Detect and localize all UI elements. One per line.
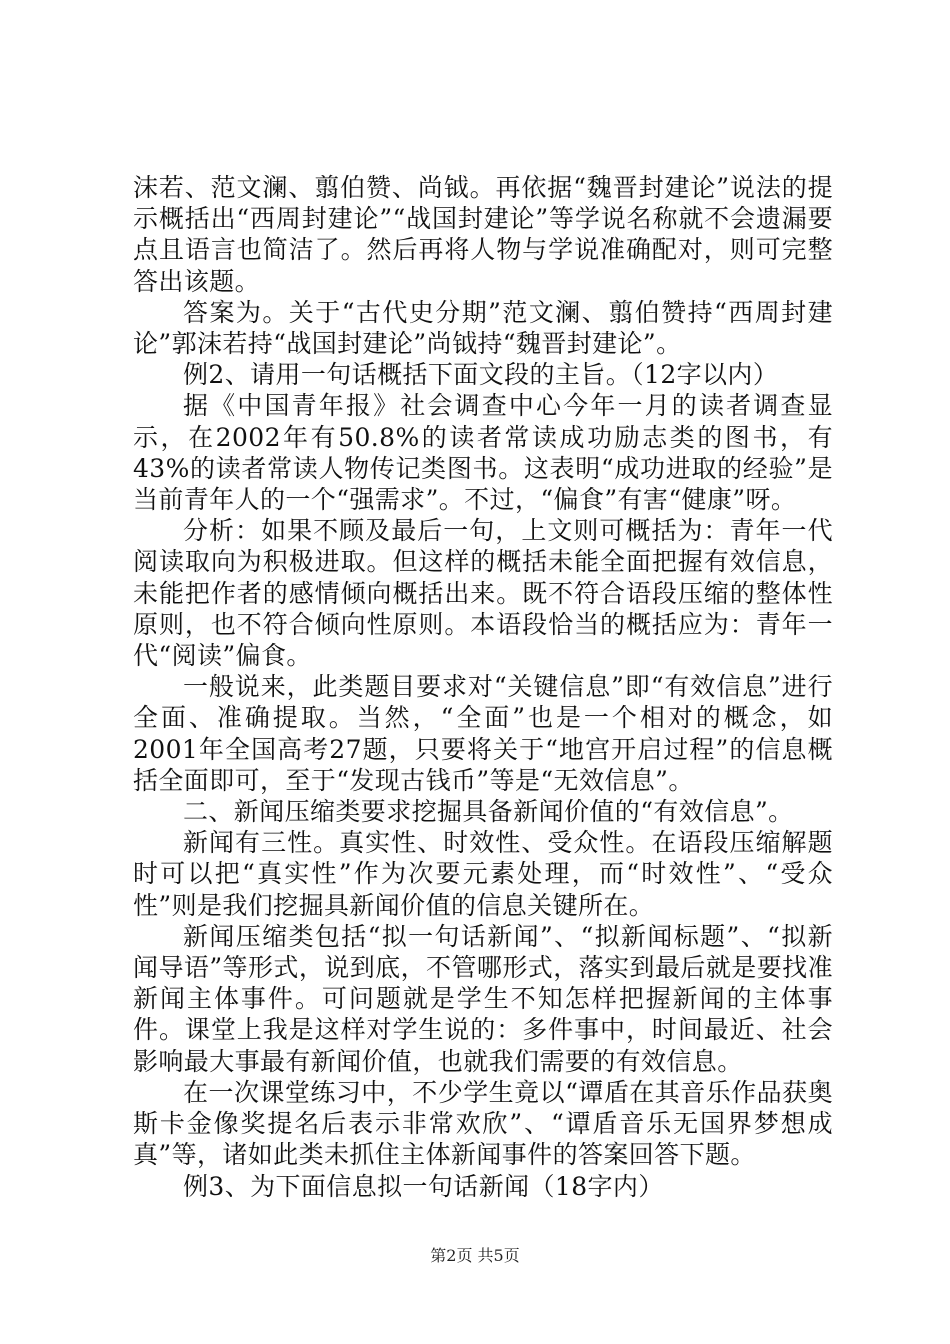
document-body bbox=[133, 172, 833, 1202]
paragraph: 例3、为下面信息拟一句话新闻（18字内） bbox=[183, 1171, 664, 1201]
page-number: 第2页 共5页 bbox=[430, 1246, 520, 1265]
paragraph: 新闻压缩类包括“拟一句话新闻”、“拟新闻标题”、“拟新闻导语”等形式，说到底，不管哪形式，落实到最后就是要找准新闻主体事件。可问题就是学生不知怎样把握新闻的主体事件。课堂上我是这样对学生说的：多件事中，时间最近、社会影响最大事最有新闻价值，也就我们需要的有效信息。 bbox=[133, 921, 833, 1076]
paragraph: 例2、请用一句话概括下面文段的主旨。（12字以内） bbox=[183, 360, 779, 390]
paragraph: 据《中国青年报》社会调查中心今年一月的读者调查显示，在2002年有50.8%的读者常读成功励志类的图书，有43%的读者常读人物传记类图书。这表明“成功进取的经验”是当前青年人的一个“强需求”。不过，“偏食”有害“健康”呀。 bbox=[133, 391, 833, 515]
paragraph: 分析：如果不顾及最后一句，上文则可概括为：青年一代阅读取向为积极进取。但这样的概括未能全面把握有效信息，未能把作者的感情倾向概括出来。既不符合语段压缩的整体性原则，也不符合倾向性原则。本语段恰当的概括应为：青年一代“阅读”偏食。 bbox=[133, 516, 833, 671]
page-footer bbox=[0, 1243, 950, 1266]
section-heading: 二、新闻压缩类要求挖掘具备新闻价值的“有效信息”。 bbox=[183, 797, 794, 827]
paragraph: 在一次课堂练习中，不少学生竟以“谭盾在其音乐作品获奥斯卡金像奖提名后表示非常欢欣”、“谭盾音乐无国界梦想成真”等，诸如此类未抓住主体新闻事件的答案回答下题。 bbox=[133, 1077, 833, 1170]
paragraph: 一般说来，此类题目要求对“关键信息”即“有效信息”进行全面、准确提取。当然，“全面”也是一个相对的概念，如2001年全国高考27题，只要将关于“地宫开启过程”的信息概括全面即可，至于“发现古钱币”等是“无效信息”。 bbox=[133, 672, 833, 795]
paragraph: 答案为。关于“古代史分期”范文澜、翦伯赞持“西周封建论”郭沫若持“战国封建论”尚钺持“魏晋封建论”。 bbox=[133, 297, 833, 359]
paragraph: 新闻有三性。真实性、时效性、受众性。在语段压缩解题时可以把“真实性”作为次要元素处理，而“时效性”、“受众性”则是我们挖掘具新闻价值的信息关键所在。 bbox=[133, 828, 833, 920]
paragraph: 沫若、范文澜、翦伯赞、尚钺。再依据“魏晋封建论”说法的提示概括出“西周封建论”“战国封建论”等学说名称就不会遗漏要点且语言也简洁了。然后再将人物与学说准确配对，则可完整答出该题。 bbox=[133, 173, 833, 296]
